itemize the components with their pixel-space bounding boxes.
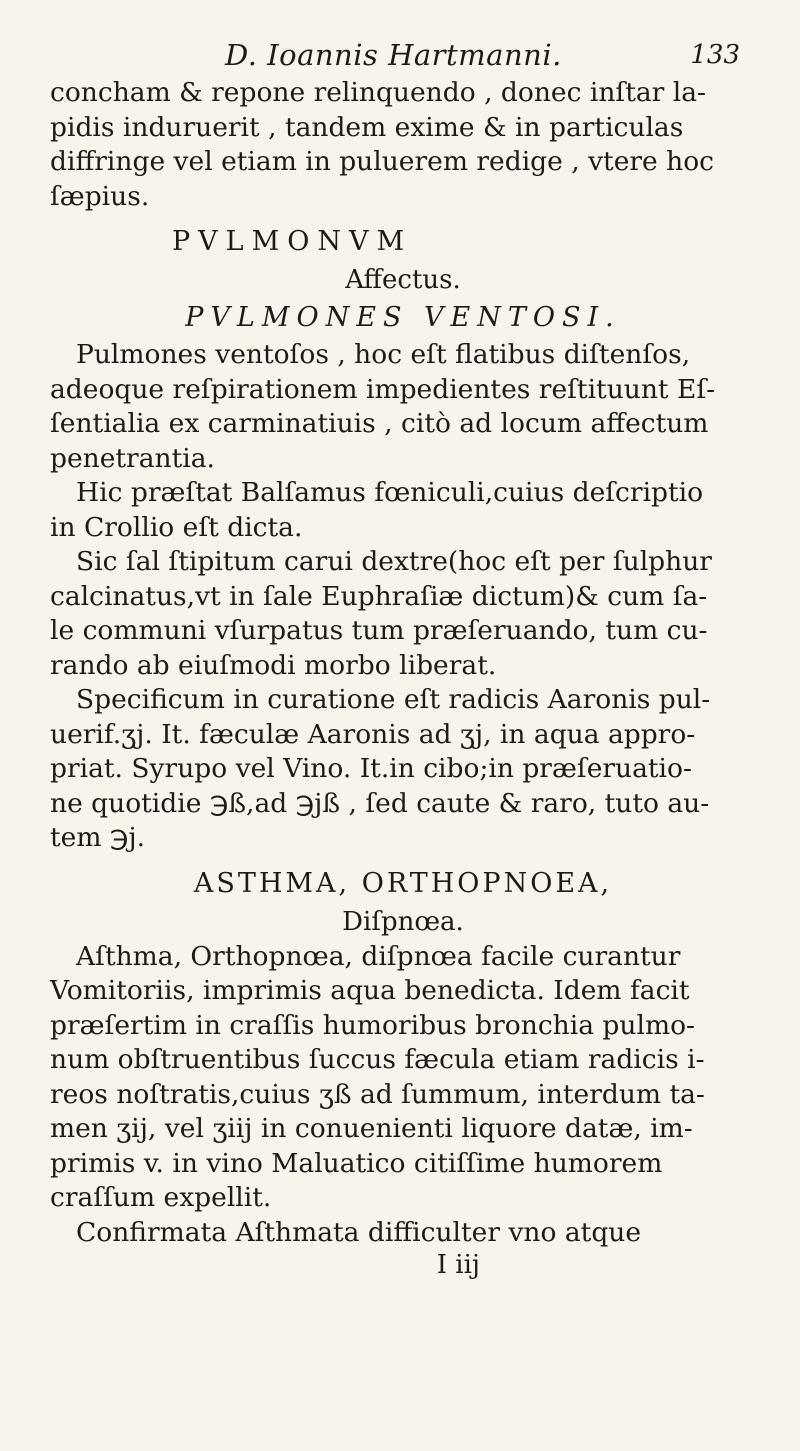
text-line: rando ab eiuſmodi morbo liberat.: [50, 649, 497, 681]
text-line: Confirmata Aſthmata difficulter vno atque: [76, 1216, 642, 1248]
paragraph: [50, 545, 756, 683]
text-line: ſentialia ex carminatiuis , citò ad locum affectum: [50, 408, 709, 439]
page-number: 133: [690, 40, 740, 70]
paragraph: [50, 476, 756, 545]
text-line: men ʒij, vel ʒiij in conuenienti liquore datæ, im-: [50, 1113, 693, 1144]
text-line: in Crollio eſt dicta.: [50, 511, 303, 543]
paragraph: [50, 940, 756, 1216]
paragraph: [50, 338, 756, 476]
text-line: tem ℈j.: [50, 822, 146, 853]
section-subtitle: Affectus.: [345, 265, 461, 295]
page-header: [50, 38, 756, 76]
text-line: Pulmones ventoſos , hoc eſt flatibus diſtenſos,: [76, 339, 691, 370]
text-line: uerif.ʒj. It. fæculæ Aaronis ad ʒj, in aqua appro-: [50, 718, 696, 750]
text-line: calcinatus,vt in ſale Euphraſiæ dictum)& cum ſa-: [50, 580, 708, 612]
running-head: D. Ioannis Hartmanni.: [225, 38, 562, 72]
text-line: pidis induruerit , tandem exime & in particulas: [50, 111, 684, 143]
text-line: adeoque reſpirationem impedientes reſtituunt Eſ-: [50, 373, 716, 405]
text-line: Hic præſtat Balſamus fœniculi,cuius deſcriptio: [76, 477, 704, 508]
text-line: primis v. in vino Maluatico citiſſime humorem: [50, 1147, 663, 1179]
section-title: PVLMONVM: [172, 226, 413, 257]
text-line: priat. Syrupo vel Vino. It.in cibo;in præſeruatio-: [50, 753, 692, 784]
text-line: Aſthma, Orthopnœa, diſpnœa facile curantur: [76, 940, 681, 972]
text-line: ne quotidie ℈ß,ad ℈jß , ſed caute & raro, tuto au-: [50, 787, 710, 819]
chapter-heading: PVLMONES VENTOSI.: [185, 302, 621, 333]
text-line: craſſum expellit.: [50, 1182, 272, 1213]
text-line: reos noſtratis,cuius ʒß ad ſummum, interdum ta-: [50, 1078, 705, 1110]
text-line: Vomitoriis, imprimis aqua benedicta. Idem facit: [50, 975, 690, 1006]
paragraph: [50, 683, 756, 856]
section-subtitle: Diſpnœa.: [342, 906, 464, 937]
text-line: penetrantia.: [50, 442, 215, 474]
text-line: le communi vſurpatus tum præſeruando, tum cu-: [50, 615, 708, 646]
text-line: diffringe vel etiam in puluerem redige , vtere hoc: [50, 146, 715, 177]
text-line: num obſtruentibus ſuccus fæcula etiam radicis i-: [50, 1044, 705, 1075]
text-line: Specificum in curatione eſt radicis Aaronis pul-: [76, 684, 711, 715]
section-title: ASTHMA, ORTHOPNOEA,: [193, 867, 613, 899]
text-line: concham & repone relinquendo , donec inſtar la-: [50, 77, 706, 108]
text-line: præſertim in craſſis humoribus bronchia pulmo-: [50, 1009, 695, 1041]
intro-paragraph: [50, 76, 756, 214]
paragraph: [50, 1216, 756, 1251]
text-line: ſæpius.: [50, 180, 150, 212]
text-line: Sic ſal ſtipitum carui dextre(hoc eſt per ſulphur: [76, 546, 712, 577]
signature-mark: I iij: [436, 1250, 480, 1280]
